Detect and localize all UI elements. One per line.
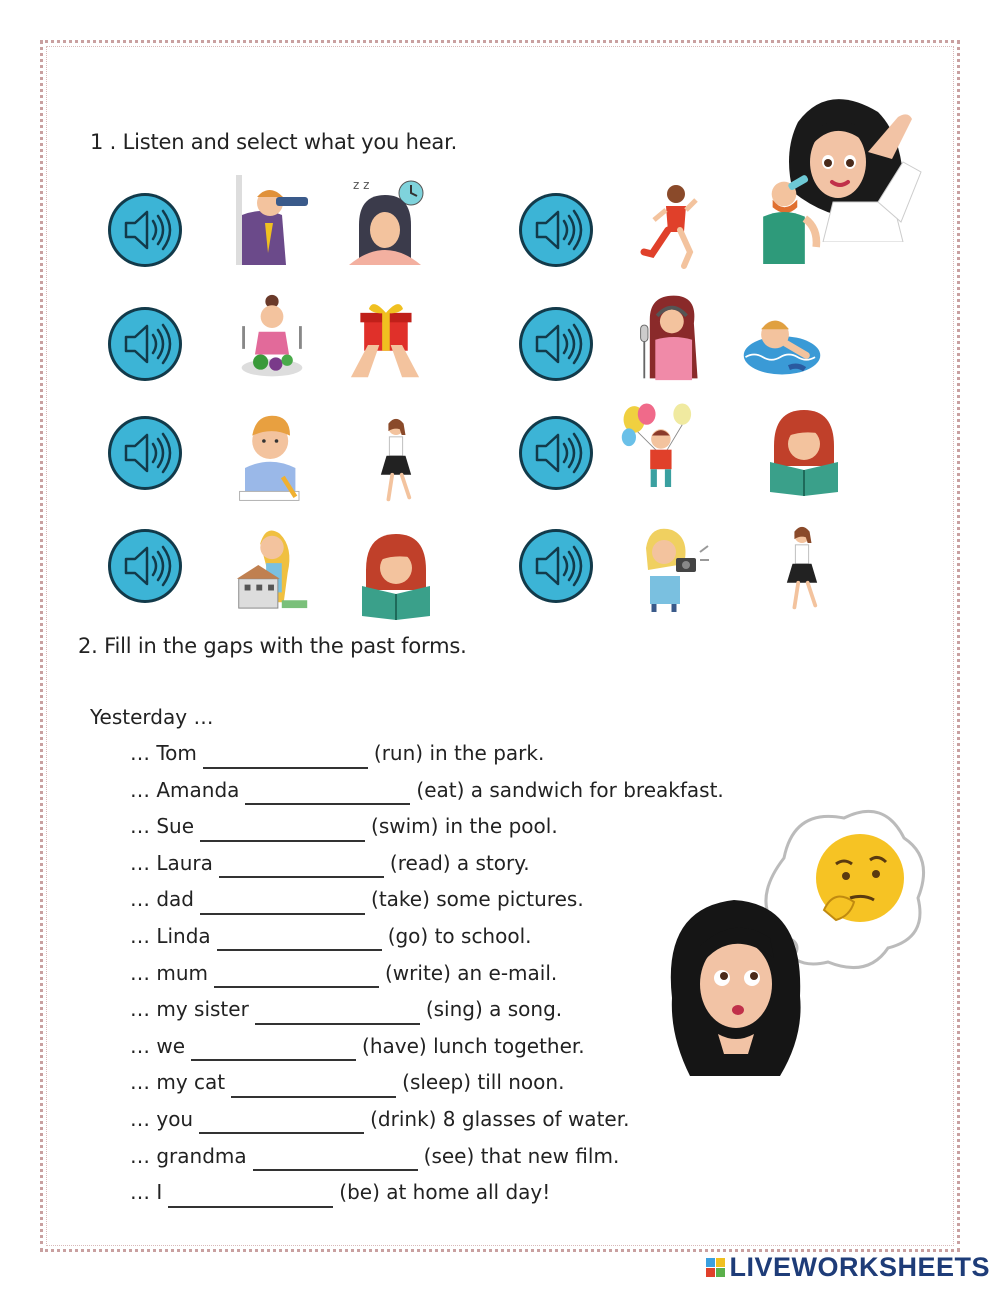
girl-walking-picture-2[interactable] <box>762 524 842 614</box>
sentence-subject: … Laura <box>130 850 213 875</box>
woman-taking-photo-picture[interactable] <box>630 522 710 612</box>
sentence-row <box>130 740 724 777</box>
sentence-rest: (swim) in the pool. <box>371 814 558 839</box>
answer-gap-input[interactable] <box>214 966 379 988</box>
answer-gap-input[interactable] <box>191 1039 356 1061</box>
boy-with-balloons-picture[interactable] <box>620 402 700 492</box>
girl-reading-picture[interactable] <box>764 406 844 496</box>
exercise2-intro: Yesterday … <box>90 705 214 729</box>
logo-icon <box>706 1258 725 1277</box>
audio-play-button-row3-right[interactable] <box>517 414 595 492</box>
sentence-subject: … Amanda <box>130 777 240 802</box>
answer-gap-input[interactable] <box>219 856 384 878</box>
sentence-subject: … my sister <box>130 997 249 1022</box>
baby-swimming-picture[interactable] <box>742 296 822 386</box>
gift-box-picture[interactable] <box>345 292 425 382</box>
audio-play-button-row2-left[interactable] <box>106 305 184 383</box>
answer-gap-input[interactable] <box>200 820 365 842</box>
liveworksheets-logo <box>706 1252 990 1283</box>
sentence-rest: (read) a story. <box>389 850 530 875</box>
sentence-row <box>130 1106 724 1143</box>
sentence-subject: … Tom <box>130 741 197 765</box>
sentence-subject: … grandma <box>130 1143 247 1168</box>
sentence-subject: … dad <box>130 887 195 912</box>
sentence-subject: … I <box>130 1180 163 1205</box>
sentence-row <box>130 923 724 960</box>
sentence-row <box>130 813 724 850</box>
answer-gap-input[interactable] <box>245 783 410 805</box>
sentence-row <box>130 777 724 814</box>
answer-gap-input[interactable] <box>253 1149 418 1171</box>
audio-play-button-row4-right[interactable] <box>517 527 595 605</box>
sentence-rest: (see) that new film. <box>423 1143 620 1168</box>
exercise1-title: 1 . Listen and select what you hear. <box>90 130 458 154</box>
thinking-teacher-avatar <box>664 798 928 1078</box>
sentence-rest: (drink) 8 glasses of water. <box>370 1106 630 1131</box>
boy-running-picture[interactable] <box>632 180 712 270</box>
sentence-rest: (have) lunch together. <box>362 1033 585 1058</box>
logo-text: LIVEWORKSHEETS <box>729 1252 990 1282</box>
sentence-rest: (eat) a sandwich for breakfast. <box>416 777 724 802</box>
sentence-rest: (sleep) till noon. <box>402 1070 565 1095</box>
sentence-rest: (go) to school. <box>387 923 532 948</box>
answer-gap-input[interactable] <box>168 1186 333 1208</box>
sentence-rest: (write) an e-mail. <box>385 960 558 985</box>
sentence-rest: (run) in the park. <box>373 741 545 765</box>
girl-sleeping-picture[interactable] <box>345 175 425 265</box>
spy-with-telescope-picture[interactable] <box>232 175 312 265</box>
sentence-subject: … Sue <box>130 814 195 839</box>
sentence-row <box>130 1069 724 1106</box>
sentence-rest: (be) at home all day! <box>339 1180 551 1205</box>
sentence-row <box>130 1033 724 1070</box>
exercise2-title: 2. Fill in the gaps with the past forms. <box>78 634 467 658</box>
girl-eating-picture[interactable] <box>232 292 312 382</box>
sentence-row <box>130 886 724 923</box>
girl-reading-picture-2[interactable] <box>356 530 436 620</box>
answer-gap-input[interactable] <box>203 747 368 769</box>
sentence-subject: … you <box>130 1106 194 1131</box>
audio-play-button-row1-right[interactable] <box>517 191 595 269</box>
sentence-subject: … Linda <box>130 923 211 948</box>
answer-gap-input[interactable] <box>255 1003 420 1025</box>
answer-gap-input[interactable] <box>231 1076 396 1098</box>
fill-in-gaps-exercise <box>90 705 724 1216</box>
answer-gap-input[interactable] <box>199 1112 364 1134</box>
sentence-row <box>130 960 724 997</box>
sentence-subject: … my cat <box>130 1070 226 1095</box>
audio-play-button-row2-right[interactable] <box>517 305 595 383</box>
sentence-subject: … we <box>130 1033 186 1058</box>
boy-writing-picture[interactable] <box>232 414 312 504</box>
svg-text:z z: z z <box>353 178 370 192</box>
sentence-subject: … mum <box>130 960 208 985</box>
sentence-rest: (take) some pictures. <box>371 887 584 912</box>
answer-gap-input[interactable] <box>217 929 382 951</box>
audio-play-button-row1-left[interactable] <box>106 191 184 269</box>
sentence-list <box>90 740 724 1216</box>
man-drinking-picture[interactable] <box>744 175 824 265</box>
girl-singing-picture[interactable] <box>630 292 710 382</box>
answer-gap-input[interactable] <box>200 893 365 915</box>
sentence-row <box>130 996 724 1033</box>
sentence-rest: (sing) a song. <box>425 997 563 1022</box>
girl-with-house-picture[interactable] <box>232 522 312 612</box>
sentence-row <box>130 1179 724 1216</box>
sentence-row <box>130 850 724 887</box>
girl-walking-picture[interactable] <box>356 416 436 506</box>
audio-play-button-row4-left[interactable] <box>106 527 184 605</box>
audio-play-button-row3-left[interactable] <box>106 414 184 492</box>
sentence-row <box>130 1143 724 1180</box>
